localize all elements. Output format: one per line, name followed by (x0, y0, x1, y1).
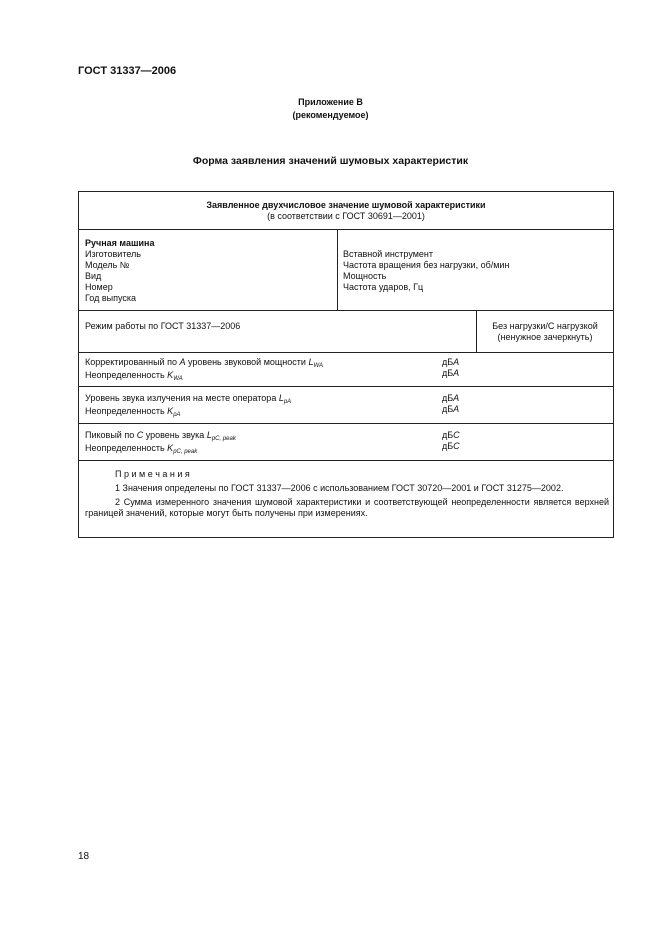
operating-mode-choice: Без нагрузки/С нагрузкой (492, 321, 598, 331)
machine-field-label: Номер (85, 282, 113, 292)
machine-field-label: Частота вращения без нагрузки, об/мин (343, 260, 510, 270)
operating-mode-label: Режим работы по ГОСТ 31337—2006 (85, 321, 241, 331)
unit-label: дБА (442, 404, 460, 414)
machine-field-label: Модель № (85, 260, 130, 270)
document-header-standard: ГОСТ 31337—2006 (78, 65, 177, 77)
emission-level-label: Уровень звука излучения на месте оператора $L_{pA}$ (85, 393, 292, 405)
sound-power-block (85, 357, 323, 383)
machine-field-label: Мощность (343, 271, 387, 281)
machine-details-right (343, 249, 509, 293)
form-title: Форма заявления значений шумовых характеристик (192, 155, 469, 167)
table-divider (79, 460, 613, 461)
note-item: 1 Значения определены по ГОСТ 31337—2006 с использованием ГОСТ 30720—2001 и ГОСТ 31275—2002. (115, 483, 564, 493)
machine-field-label: Вид (85, 271, 102, 281)
appendix-status: (рекомендуемое) (292, 110, 369, 120)
machine-section-title: Ручная машина (85, 238, 155, 248)
sound-power-label: Корректированный по А уровень звуковой мощности $L_{WA}$ (85, 357, 324, 369)
table-heading (79, 200, 613, 222)
table-heading-subtitle: (в соответствии с ГОСТ 30691—2001) (267, 211, 425, 221)
emission-level-block (85, 393, 291, 419)
peak-level-label: Пиковый по С уровень звука $L_{pC, peak}$ (85, 430, 236, 442)
notes-heading: П р и м е ч а н и я (115, 469, 190, 479)
sound-power-units (442, 357, 459, 379)
machine-field-label: Вставной инструмент (343, 249, 434, 259)
page-number: 18 (78, 851, 90, 862)
table-divider (79, 352, 613, 353)
peak-level-block (85, 430, 236, 456)
appendix-title: Приложение В (298, 97, 363, 107)
unit-label: дБА (442, 368, 460, 378)
operating-mode-options (477, 321, 613, 343)
machine-field-label: Год выпуска (85, 293, 136, 303)
declaration-form-table (78, 191, 614, 538)
unit-label: дБА (442, 393, 460, 403)
emission-units (442, 393, 459, 415)
table-column-divider (337, 229, 338, 310)
table-divider (79, 229, 613, 230)
emission-uncertainty-label: Неопределенность $K_{pA}$ (85, 406, 181, 418)
unit-label: дБА (442, 357, 460, 367)
operating-mode-hint: (ненужное зачеркнуть) (497, 332, 593, 342)
table-divider (79, 423, 613, 424)
notes-section (85, 469, 609, 519)
unit-label: дБС (442, 430, 460, 440)
peak-uncertainty-label: Неопределенность $K_{pC, peak}$ (85, 443, 198, 455)
table-divider (79, 386, 613, 387)
sound-power-uncertainty-label: Неопределенность $K_{WA}$ (85, 370, 183, 382)
machine-details-left (85, 238, 154, 304)
unit-label: дБС (442, 441, 460, 451)
machine-field-label: Изготовитель (85, 249, 141, 259)
table-heading-title: Заявленное двухчисловое значение шумовой характеристики (206, 200, 486, 210)
machine-field-label: Частота ударов, Гц (343, 282, 424, 292)
table-divider (79, 310, 613, 311)
appendix-block (0, 96, 661, 122)
note-item: 2 Сумма измеренного значения шумовой характеристики и соответствующей неопределенности является верхней границей значений, которые могут быть получены при измерениях. (85, 497, 609, 518)
peak-units (442, 430, 460, 452)
